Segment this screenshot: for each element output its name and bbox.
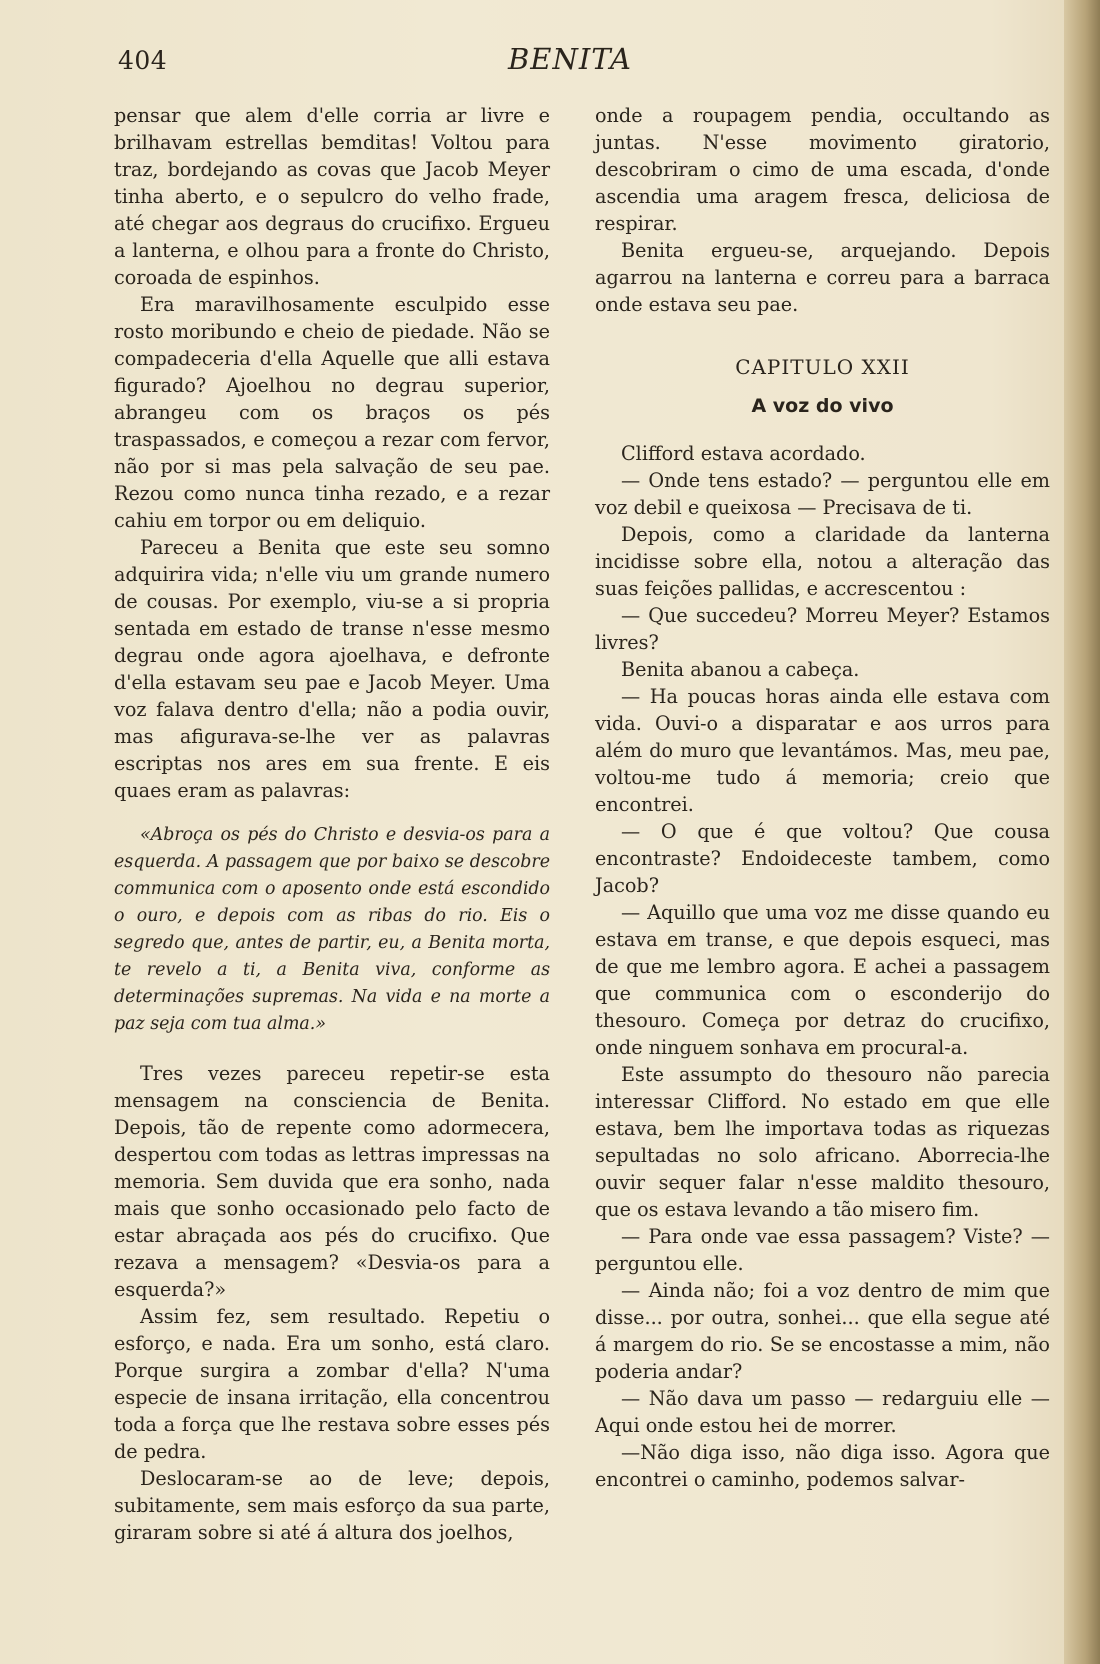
paragraph: Tres vezes pareceu repetir-se esta mensagem na consciencia de Benita. Depois, tão de repente como adormecera, despertou com todas as lettras impressas na memoria. Sem duvida que era sonho, nada mais que sonho occasionado pelo facto de estar abraçada aos pés do crucifixo. Que rezava a mensagem? «Desvia-os para a esquerda?»: [114, 1062, 550, 1301]
paragraph: Benita abanou a cabeça.: [621, 658, 860, 681]
right-column: [595, 102, 1050, 1493]
paragraph: — Onde tens estado? — perguntou elle em voz debil e queixosa — Precisava de ti.: [595, 469, 1050, 519]
page-number: 404: [118, 46, 168, 75]
paragraph: onde a roupagem pendia, occultando as juntas. N'esse movimento giratorio, descobriram o cimo de uma escada, d'onde ascendia uma aragem fresca, deliciosa de respirar.: [595, 104, 1050, 235]
paragraph: Deslocaram-se ao de leve; depois, subitamente, sem mais esforço da sua parte, giraram sobre si até á altura dos joelhos,: [114, 1467, 550, 1544]
paragraph: — O que é que voltou? Que cousa encontraste? Endoideceste tambem, como Jacob?: [595, 820, 1050, 897]
quoted-message: «Abroça os pés do Christo e desvia-os para a esquerda. A passagem que por baixo se descobre communica com o aposento onde está escondido o ouro, e depois com as ribas do rio. Eis o segredo que, antes de partir, eu, a Benita morta, te revelo a ti, a Benita viva, conforme as determinações supremas. Na vida e na morte a paz seja com tua alma.»: [114, 825, 550, 1034]
paragraph: Este assumpto do thesouro não parecia interessar Clifford. No estado em que elle estava, bem lhe importava todas as riquezas sepultadas no solo africano. Aborrecia-lhe ouvir sequer falar n'esse maldito thesouro, que os estava levando a tão misero fim.: [595, 1063, 1050, 1221]
paragraph: pensar que alem d'elle corria ar livre e brilhavam estrellas bemditas! Voltou para traz, bordejando as covas que Jacob Meyer tinha aberto, e o sepulcro do velho frade, até chegar aos degraus do crucifixo. Ergueu a lanterna, e olhou para a fronte do Christo, coroada de espinhos.: [114, 104, 550, 289]
paragraph: Era maravilhosamente esculpido esse rosto moribundo e cheio de piedade. Não se compadeceria d'ella Aquelle que alli estava figurado? Ajoelhou no degrau superior, abrangeu com os braços os pés traspassados, e começou a rezar com fervor, não por si mas pela salvação de seu pae. Rezou como nunca tinha rezado, e a rezar cahiu em torpor ou em deliquio.: [114, 293, 550, 532]
running-title: BENITA: [507, 42, 632, 76]
chapter-subtitle: A voz do vivo: [751, 395, 894, 417]
paragraph: — Ainda não; foi a voz dentro de mim que disse... por outra, sonhei... que ella segue até á margem do rio. Se se encostasse a mim, não poderia andar?: [595, 1279, 1050, 1383]
left-column: [114, 102, 550, 1546]
paragraph: Clifford estava acordado.: [621, 442, 866, 465]
paragraph: Depois, como a claridade da lanterna incidisse sobre ella, notou a alteração das suas feições pallidas, e accrescentou :: [595, 523, 1050, 600]
chapter-title: CAPITULO XXII: [735, 355, 910, 379]
paragraph: — Aquillo que uma voz me disse quando eu estava em transe, e que depois esqueci, mas de que me lembro agora. E achei a passagem que communica com o esconderijo do thesouro. Começa por detraz do crucifixo, onde ninguem sonhava em procural-a.: [595, 901, 1050, 1059]
paragraph: — Que succedeu? Morreu Meyer? Estamos livres?: [595, 604, 1050, 654]
paragraph: — Para onde vae essa passagem? Viste? — perguntou elle.: [595, 1225, 1050, 1275]
paragraph: Benita ergueu-se, arquejando. Depois agarrou na lanterna e correu para a barraca onde estava seu pae.: [595, 239, 1050, 316]
paragraph: Assim fez, sem resultado. Repetiu o esforço, e nada. Era um sonho, está claro. Porque surgira a zombar d'ella? N'uma especie de insana irritação, ella concentrou toda a força que lhe restava sobre esses pés de pedra.: [114, 1305, 550, 1463]
paragraph: Pareceu a Benita que este seu somno adquirira vida; n'elle viu um grande numero de cousas. Por exemplo, viu-se a si propria sentada em estado de transe n'esse mesmo degrau onde agora ajoelhava, e defronte d'ella estavam seu pae e Jacob Meyer. Uma voz falava dentro d'ella; não a podia ouvir, mas afigurava-se-lhe ver as palavras escriptas nos ares em sua frente. E eis quaes eram as palavras:: [114, 536, 550, 802]
page-header: [0, 40, 1100, 80]
book-spine-shadow: [1064, 0, 1100, 1664]
paragraph: — Ha poucas horas ainda elle estava com vida. Ouvi-o a disparatar e aos urros para além do muro que levantámos. Mas, meu pae, voltou-me tudo á memoria; creio que encontrei.: [595, 685, 1050, 816]
paragraph: — Não dava um passo — redarguiu elle — Aqui onde estou hei de morrer.: [595, 1387, 1050, 1437]
paragraph: —Não diga isso, não diga isso. Agora que encontrei o caminho, podemos salvar-: [595, 1441, 1050, 1491]
